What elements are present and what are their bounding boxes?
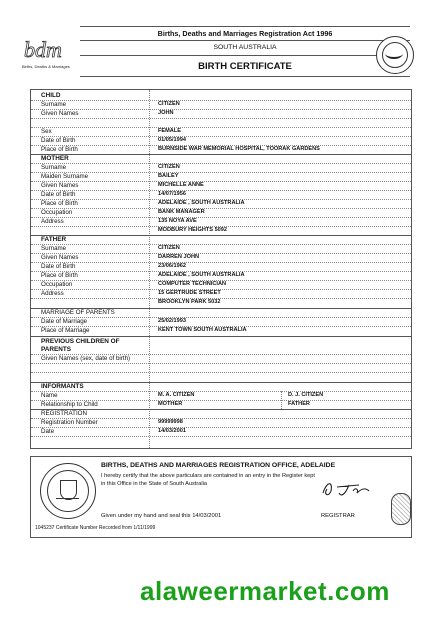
mother-address-line1: 135 NOYA AVE xyxy=(158,218,197,224)
child-pob: BURNSIDE WAR MEMORIAL HOSPITAL, TOORAK GARDENS xyxy=(158,146,320,152)
section-registration: REGISTRATION xyxy=(41,410,87,417)
child-sex-label: Sex xyxy=(41,128,52,135)
mother-occupation-label: Occupation xyxy=(41,209,73,216)
header-rule xyxy=(80,26,410,27)
certification-box xyxy=(30,456,412,538)
mother-pob: ADELAIDE , SOUTH AUSTRALIA xyxy=(158,200,245,206)
header-rule xyxy=(80,40,410,41)
informant1-relationship: MOTHER xyxy=(158,401,183,407)
father-address-line1: 15 GERTRUDE STREET xyxy=(158,290,221,296)
mother-maiden: BAILEY xyxy=(158,173,179,179)
header-rule xyxy=(80,76,410,77)
mother-occupation: BANK MANAGER xyxy=(158,209,205,215)
father-pob-label: Place of Birth xyxy=(41,272,78,279)
informant2-relationship: FATHER xyxy=(288,401,310,407)
certification-text: I hereby certify that the above particulars are contained in an entry in the Register kept in this Office in the State of South Australia xyxy=(101,473,315,487)
registrar-label: REGISTRAR xyxy=(321,513,355,519)
informant-relationship-label: Relationship to Child xyxy=(41,401,98,408)
section-father: FATHER xyxy=(41,236,67,243)
section-informants: INFORMANTS xyxy=(41,383,84,390)
marriage-date-label: Date of Marriage xyxy=(41,318,88,325)
child-dob-label: Date of Birth xyxy=(41,137,76,144)
registration-date-label: Date xyxy=(41,428,55,435)
father-address-label: Address xyxy=(41,290,64,297)
mother-address-label: Address xyxy=(41,218,64,225)
marriage-date: 25/02/1993 xyxy=(158,318,186,324)
svg-text:bdm: bdm xyxy=(24,37,62,62)
security-stamp-icon xyxy=(391,493,411,525)
mother-address-line2: MODBURY HEIGHTS 5092 xyxy=(158,227,228,233)
father-pob: ADELAIDE , SOUTH AUSTRALIA xyxy=(158,272,245,278)
mother-surname-label: Surname xyxy=(41,164,67,171)
section-marriage: MARRIAGE OF PARENTS xyxy=(41,309,115,316)
child-sex: FEMALE xyxy=(158,128,181,134)
marriage-place: KENT TOWN SOUTH AUSTRALIA xyxy=(158,327,247,333)
informant1-name: M. A. CITIZEN xyxy=(158,392,195,398)
father-occupation-label: Occupation xyxy=(41,281,73,288)
mother-dob: 14/07/1956 xyxy=(158,191,186,197)
father-address-line2: BROOKLYN PARK 5032 xyxy=(158,299,221,305)
marriage-place-label: Place of Marriage xyxy=(41,327,90,334)
certificate-number: 1045237 Certificate Number Recorded from 1/11/1999 xyxy=(35,525,156,531)
section-mother: MOTHER xyxy=(41,155,69,162)
father-dob-label: Date of Birth xyxy=(41,263,76,270)
section-child: CHILD xyxy=(41,92,61,99)
father-surname-label: Surname xyxy=(41,245,67,252)
section-previous-children: PREVIOUS CHILDREN OF PARENTS xyxy=(41,338,120,353)
mother-maiden-label: Maiden Surname xyxy=(41,173,89,180)
informant2-name: D. J. CITIZEN xyxy=(288,392,324,398)
header-rule xyxy=(80,55,410,56)
state-name: SOUTH AUSTRALIA xyxy=(213,44,277,51)
logo-subtitle: Births, Deaths & Marriages xyxy=(22,64,70,69)
registrar-signature-icon xyxy=(319,477,379,499)
particulars-table xyxy=(30,89,412,449)
child-given-names-label: Given Names xyxy=(41,110,79,117)
child-given-names: JOHN xyxy=(158,110,174,116)
child-pob-label: Place of Birth xyxy=(41,146,78,153)
given-under-hand: Given under my hand and seal this 14/03/2001 xyxy=(101,513,222,519)
child-surname-label: Surname xyxy=(41,101,67,108)
watermark-text: alaweermarket.com xyxy=(140,576,390,606)
south-australia-seal-icon xyxy=(376,36,414,74)
father-occupation: COMPUTER TECHNICIAN xyxy=(158,281,227,287)
registration-number-label: Registration Number xyxy=(41,419,98,426)
office-name: BIRTHS, DEATHS AND MARRIAGES REGISTRATION OFFICE, ADELAIDE xyxy=(101,462,336,469)
act-title: Births, Deaths and Marriages Registration Act 1996 xyxy=(157,29,333,38)
mother-given-names: MICHELLE ANNE xyxy=(158,182,204,188)
mother-surname: CITIZEN xyxy=(158,164,180,170)
mother-given-names-label: Given Names xyxy=(41,182,79,189)
child-dob: 01/05/1994 xyxy=(158,137,186,143)
informant-name-label: Name xyxy=(41,392,58,399)
mother-dob-label: Date of Birth xyxy=(41,191,76,198)
mother-pob-label: Place of Birth xyxy=(41,200,78,207)
father-surname: CITIZEN xyxy=(158,245,180,251)
father-given-names: DARREN JOHN xyxy=(158,254,200,260)
registry-seal-icon xyxy=(40,463,96,519)
previous-children-label: Given Names (sex, date of birth) xyxy=(41,355,131,362)
father-dob: 23/06/1962 xyxy=(158,263,186,269)
document-title: BIRTH CERTIFICATE xyxy=(198,61,292,72)
registration-number: 99999998 xyxy=(158,419,183,425)
registration-date: 14/03/2001 xyxy=(158,428,186,434)
child-surname: CITIZEN xyxy=(158,101,180,107)
father-given-names-label: Given Names xyxy=(41,254,79,261)
